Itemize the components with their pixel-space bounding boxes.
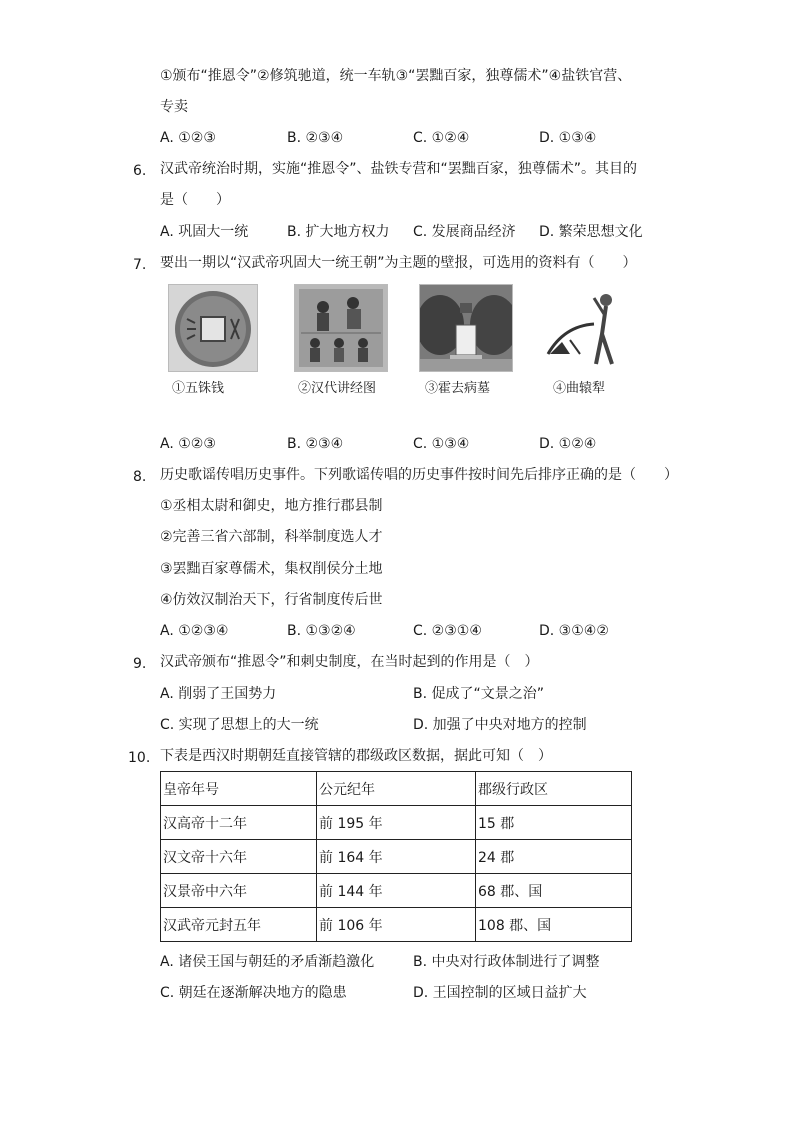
- table-cell: 前 195 年: [317, 806, 476, 840]
- q6-option-a[interactable]: A. 巩固大一统: [160, 224, 249, 240]
- q9-option-c[interactable]: C. 实现了思想上的大一统: [160, 717, 319, 733]
- q8-option-c[interactable]: C. ②③①④: [413, 623, 482, 639]
- q7-option-b[interactable]: B. ②③④: [287, 436, 344, 452]
- table-cell: 汉高帝十二年: [161, 806, 317, 840]
- tomb-caption: ③霍去病墓: [425, 381, 491, 396]
- coin-caption: ①五铢钱: [172, 381, 225, 396]
- table-header-cell: 公元纪年: [317, 772, 476, 806]
- plough-caption: ④曲辕犁: [553, 381, 606, 396]
- q8-option-b[interactable]: B. ①③②④: [287, 623, 356, 639]
- q10-option-c[interactable]: C. 朝廷在逐渐解决地方的隐患: [160, 985, 347, 1001]
- coin-image: [168, 284, 258, 372]
- table-header-cell: 皇帝年号: [161, 772, 317, 806]
- table-header-cell: 郡级行政区: [476, 772, 632, 806]
- q10-option-d[interactable]: D. 王国控制的区域日益扩大: [413, 985, 587, 1001]
- q8-option-d[interactable]: D. ③①④②: [539, 623, 609, 639]
- q8-item-3: ③罢黜百家尊儒术，集权削侯分土地: [160, 561, 383, 577]
- q10-option-a[interactable]: A. 诸侯王国与朝廷的矛盾渐趋激化: [160, 954, 375, 970]
- q5-line1: ①颁布“推恩令”②修筑驰道，统一车轨③“罢黜百家，独尊儒术”④盐铁官营、: [160, 68, 632, 84]
- q5-option-a[interactable]: A. ①②③: [160, 130, 216, 146]
- q10-option-b[interactable]: B. 中央对行政体制进行了调整: [413, 954, 600, 970]
- plough-image: [540, 284, 626, 370]
- table-cell: 汉文帝十六年: [161, 840, 317, 874]
- table-row: [161, 840, 632, 874]
- lecture-image: [294, 284, 388, 372]
- q8-item-1: ①丞相太尉和御史，地方推行郡县制: [160, 498, 383, 514]
- table-cell: 前 164 年: [317, 840, 476, 874]
- q10-number: 10.: [128, 750, 151, 766]
- q7-option-d[interactable]: D. ①②④: [539, 436, 597, 452]
- commandery-table: [160, 771, 632, 942]
- q5-option-d[interactable]: D. ①③④: [539, 130, 597, 146]
- q6-stem-line2: 是（ ）: [160, 192, 230, 208]
- q8-item-4: ④仿效汉制治天下，行省制度传后世: [160, 592, 383, 608]
- tomb-photo-icon: [420, 285, 512, 371]
- q7-stem: 要出一期以“汉武帝巩固大一统王朝”为主题的壁报，可选用的资料有（ ）: [160, 255, 637, 271]
- tomb-image: [419, 284, 513, 372]
- q6-number: 6.: [133, 163, 147, 179]
- q9-number: 9.: [133, 656, 147, 672]
- q9-option-b[interactable]: B. 促成了“文景之治”: [413, 686, 545, 702]
- q8-number: 8.: [133, 469, 147, 485]
- q7-number: 7.: [133, 257, 147, 273]
- q6-option-c[interactable]: C. 发展商品经济: [413, 224, 516, 240]
- table-cell: 前 144 年: [317, 874, 476, 908]
- q5-option-b[interactable]: B. ②③④: [287, 130, 344, 146]
- table-cell: 前 106 年: [317, 908, 476, 942]
- q8-item-2: ②完善三省六部制，科举制度选人才: [160, 529, 383, 545]
- q6-option-d[interactable]: D. 繁荣思想文化: [539, 224, 643, 240]
- table-header-row: [161, 772, 632, 806]
- table-cell: 108 郡、国: [476, 908, 632, 942]
- q6-option-b[interactable]: B. 扩大地方权力: [287, 224, 390, 240]
- q10-stem: 下表是西汉时期朝廷直接管辖的郡级政区数据，据此可知（ ）: [160, 748, 552, 764]
- table-cell: 汉武帝元封五年: [161, 908, 317, 942]
- table-cell: 68 郡、国: [476, 874, 632, 908]
- q9-option-a[interactable]: A. 削弱了王国势力: [160, 686, 277, 702]
- q7-option-c[interactable]: C. ①③④: [413, 436, 470, 452]
- coin-icon: [169, 285, 257, 371]
- table-cell: 15 郡: [476, 806, 632, 840]
- q8-option-a[interactable]: A. ①②③④: [160, 623, 229, 639]
- table-row: [161, 908, 632, 942]
- lecture-painting-icon: [295, 285, 387, 371]
- table-row: [161, 806, 632, 840]
- table-cell: 24 郡: [476, 840, 632, 874]
- plough-icon: [540, 284, 626, 370]
- lecture-caption: ②汉代讲经图: [298, 381, 377, 396]
- q9-stem: 汉武帝颁布“推恩令”和刺史制度，在当时起到的作用是（ ）: [160, 654, 539, 670]
- q8-stem: 历史歌谣传唱历史事件。下列歌谣传唱的历史事件按时间先后排序正确的是（ ）: [160, 467, 678, 483]
- q7-option-a[interactable]: A. ①②③: [160, 436, 216, 452]
- q5-line2: 专卖: [160, 99, 188, 115]
- q9-option-d[interactable]: D. 加强了中央对地方的控制: [413, 717, 587, 733]
- table-row: [161, 874, 632, 908]
- q5-option-c[interactable]: C. ①②④: [413, 130, 470, 146]
- q6-stem-line1: 汉武帝统治时期，实施“推恩令”、盐铁专营和“罢黜百家，独尊儒术”。其目的: [160, 161, 638, 177]
- table-cell: 汉景帝中六年: [161, 874, 317, 908]
